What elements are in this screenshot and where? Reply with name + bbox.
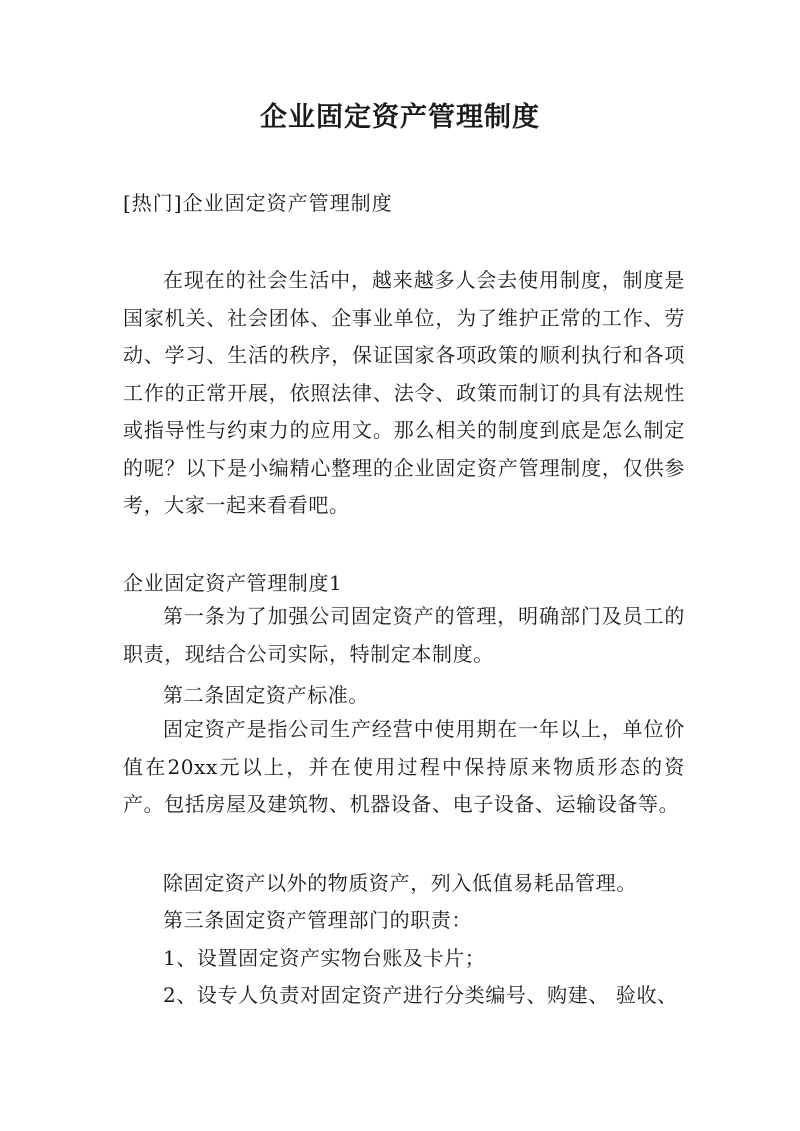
document-subtitle: [热门]企业固定资产管理制度 (123, 191, 393, 215)
intro-paragraph: 在现在的社会生活中，越来越多人会去使用制度，制度是国家机关、社会团体、企事业单位，为了维护正常的工作、劳动、学习、生活的秩序，保证国家各项政策的顺利执行和各项工作的正常开展，依照法律、法令、政策而制订的具有法规性或指导性与约束力的应用文。那么相关的制度到底是怎么制定的呢？以下是小编精心整理的企业固定资产管理制度，仅供参考，大家一起来看看吧。 (123, 268, 685, 517)
article-3-item-1: 1、设置固定资产实物台账及卡片； (163, 946, 486, 970)
article-2-note: 除固定资产以外的物质资产，列入低值易耗品管理。 (163, 871, 637, 895)
section-heading: 企业固定资产管理制度1 (123, 571, 343, 595)
article-3-item-2: 2、设专人负责对固定资产进行分类编号、购建、 验收、 (163, 983, 678, 1007)
article-2-body: 固定资产是指公司生产经营中使用期在一年以上，单位价值在20xx元以上，并在使用过程中保持原来物质形态的资产。包括房屋及建筑物、机器设备、电子设备、运输设备等。 (123, 717, 685, 816)
article-1-paragraph: 第一条为了加强公司固定资产的管理，明确部门及员工的职责，现结合公司实际，特制定本制度。 (123, 604, 685, 666)
article-3-heading: 第三条固定资产管理部门的职责： (163, 908, 472, 932)
article-2-heading: 第二条固定资产标准。 (163, 683, 369, 707)
document-title: 企业固定资产管理制度 (260, 102, 540, 133)
